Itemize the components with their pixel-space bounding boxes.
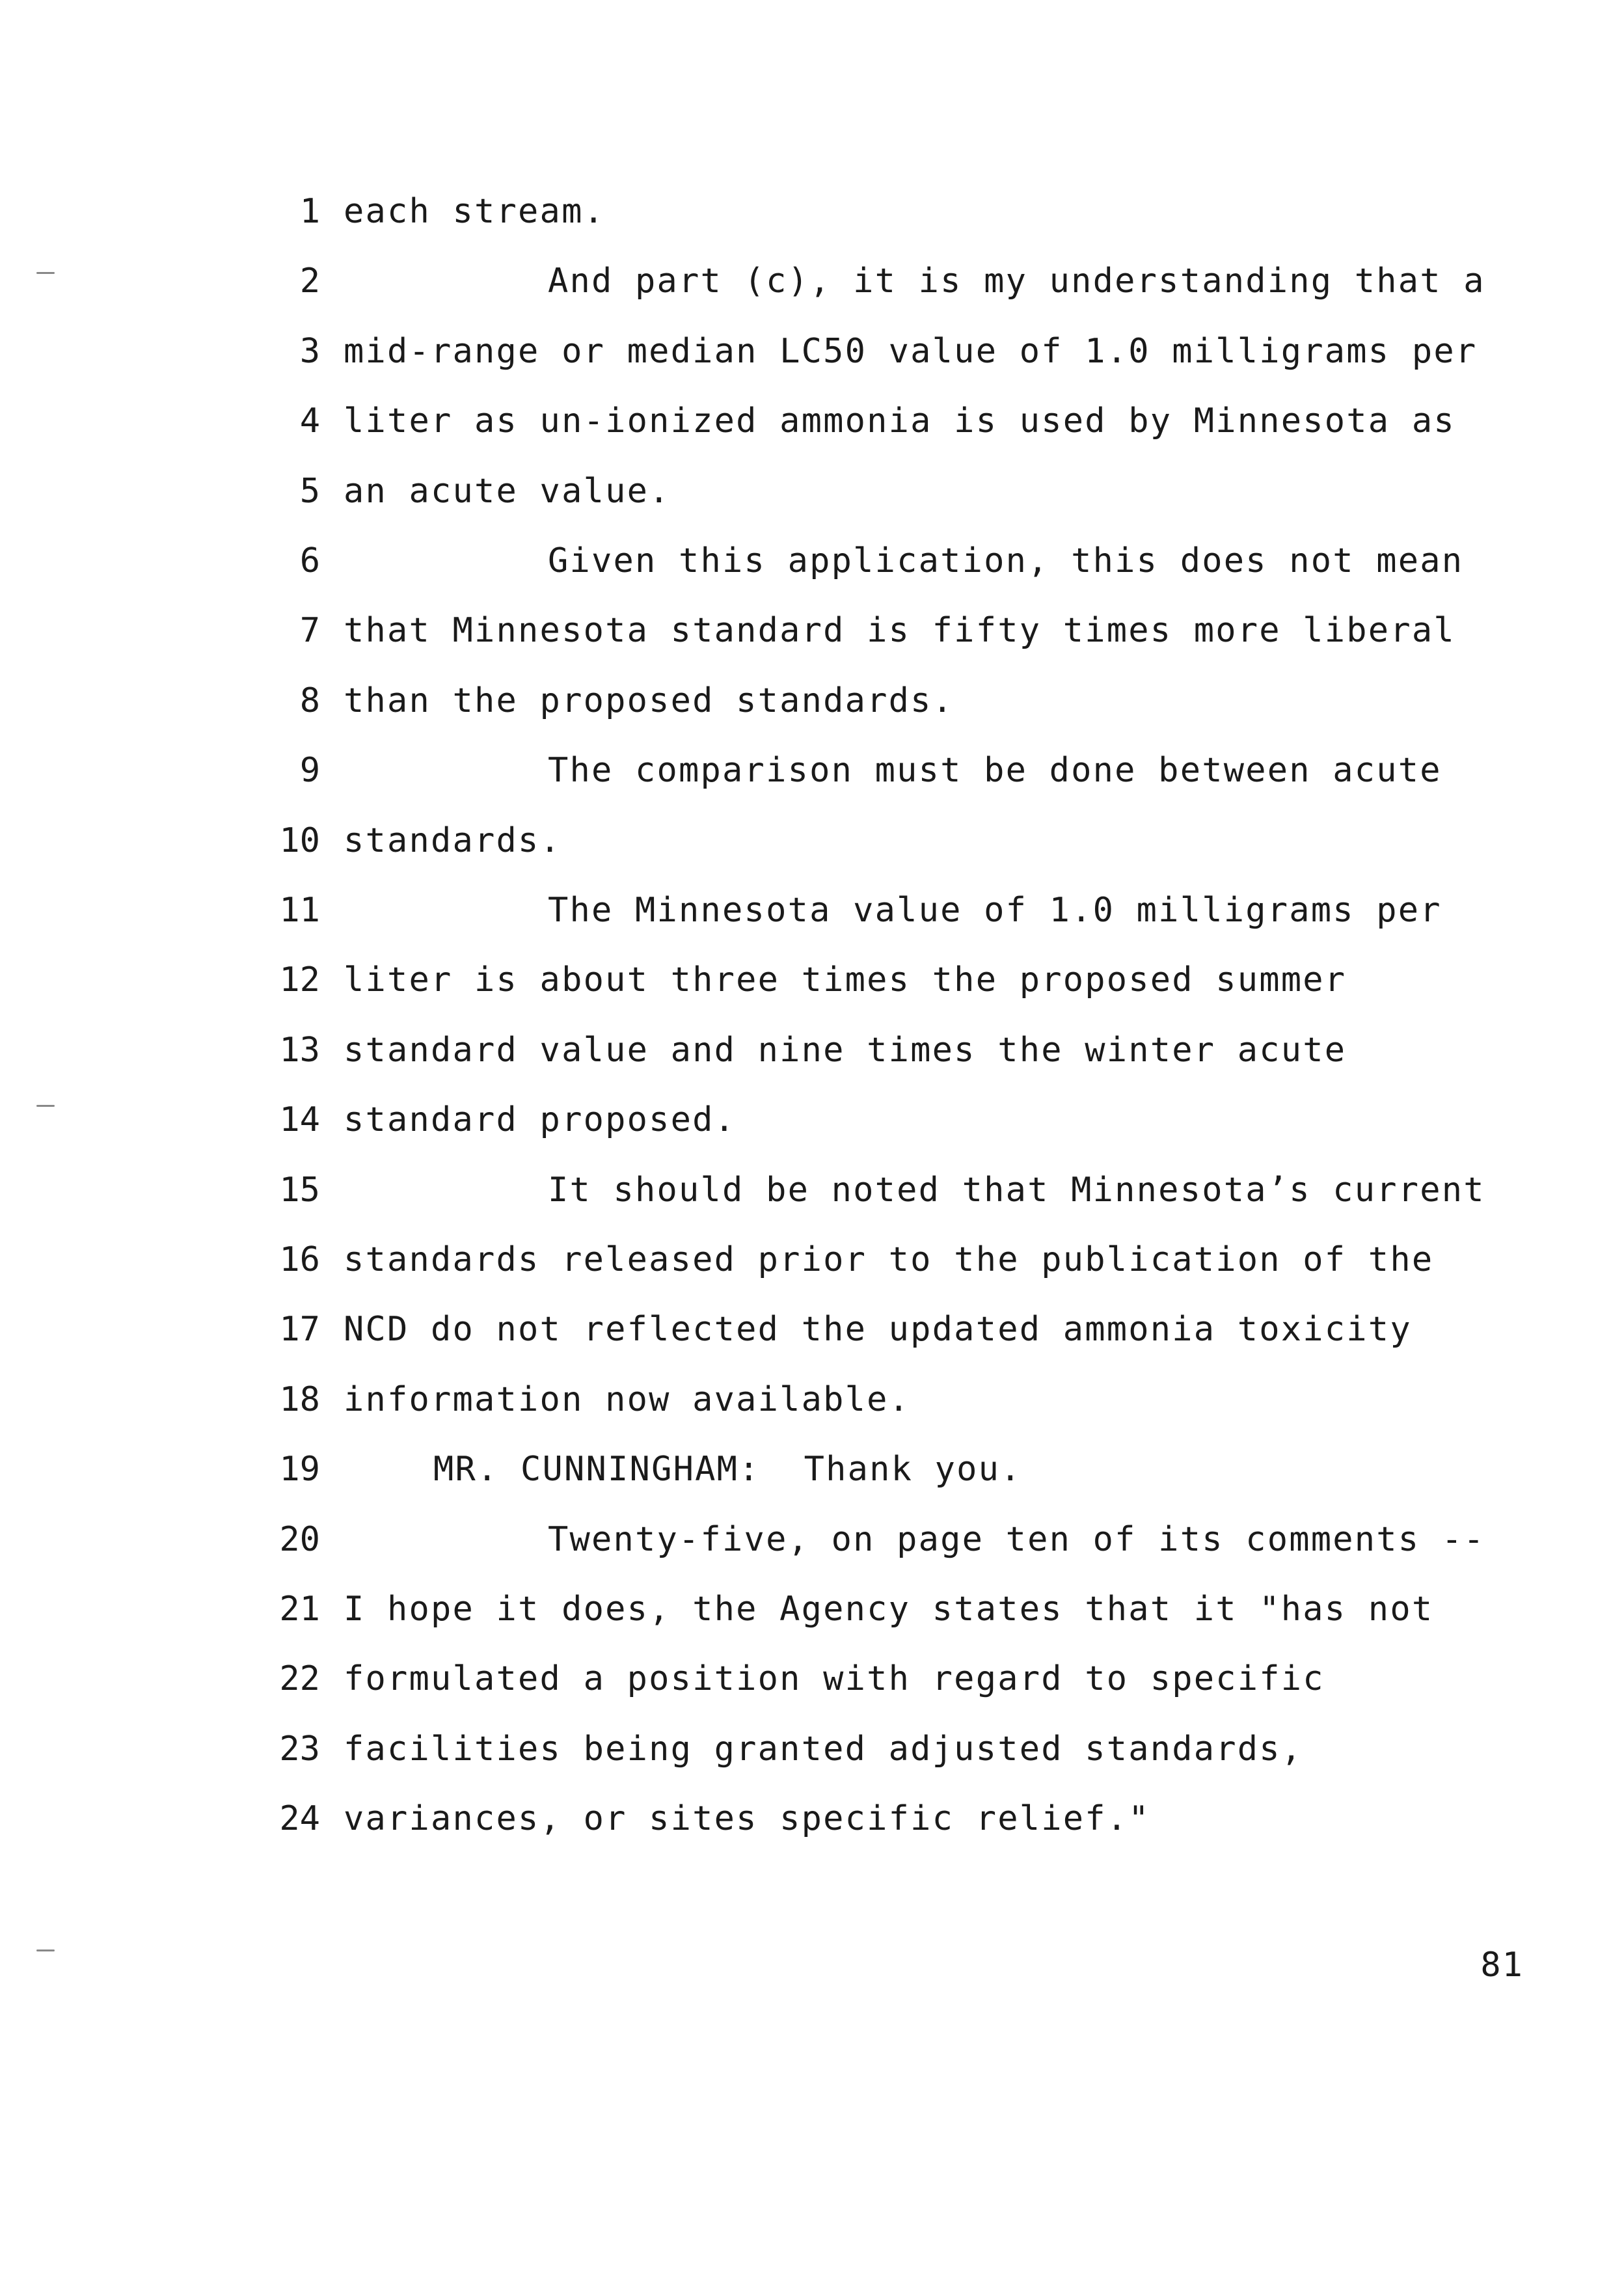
line-number: 14: [279, 1100, 320, 1140]
transcript-line: [0, 1720, 1624, 1778]
line-number: 6: [299, 541, 320, 580]
line-text: that Minnesota standard is fifty times more liberal: [344, 611, 1455, 651]
transcript-line: [0, 672, 1624, 730]
transcript-line: [0, 462, 1624, 521]
line-text: I hope it does, the Agency states that it "has not: [344, 1590, 1434, 1629]
transcript-line: [0, 1580, 1624, 1638]
transcript-line: [0, 601, 1624, 660]
line-number: 3: [299, 331, 320, 371]
line-text: liter as un-ionized ammonia is used by Minnesota as: [344, 401, 1455, 441]
line-number: 15: [279, 1170, 320, 1210]
line-number: 1: [299, 192, 320, 231]
transcript-line: [0, 741, 1624, 800]
line-text: mid-range or median LC50 value of 1.0 milligrams per: [344, 331, 1478, 371]
transcript-line: [0, 881, 1624, 940]
line-number: 23: [279, 1729, 320, 1769]
line-number: 8: [299, 681, 320, 720]
transcript-line: [0, 1300, 1624, 1359]
transcript-line: [0, 392, 1624, 450]
transcript-line: [0, 951, 1624, 1009]
line-number: 4: [299, 401, 320, 441]
line-number: 10: [279, 821, 320, 860]
transcript-line: [0, 1161, 1624, 1219]
line-number: 20: [279, 1519, 320, 1559]
transcript-line: [0, 811, 1624, 870]
transcript-line: [0, 1789, 1624, 1848]
line-text: facilities being granted adjusted standards,: [344, 1729, 1303, 1769]
line-number: 7: [299, 611, 320, 651]
line-number: 11: [279, 891, 320, 930]
line-text: The Minnesota value of 1.0 milligrams per: [548, 891, 1442, 930]
line-text: an acute value.: [344, 471, 671, 511]
line-text: each stream.: [344, 192, 606, 231]
transcript-line: [0, 1091, 1624, 1149]
line-number: 19: [279, 1450, 320, 1489]
transcript-line: [0, 1650, 1624, 1708]
line-text: It should be noted that Minnesota’s current: [548, 1170, 1485, 1210]
page-number: 81: [1480, 1946, 1524, 1985]
line-number: 18: [279, 1379, 320, 1419]
line-text: Given this application, this does not mean: [548, 541, 1464, 580]
line-text: The comparison must be done between acute: [548, 751, 1442, 791]
line-number: 2: [299, 262, 320, 301]
line-text: Twenty-five, on page ten of its comments --: [548, 1519, 1485, 1559]
line-number: 17: [279, 1310, 320, 1350]
transcript-line: [0, 1510, 1624, 1569]
line-text: NCD do not reflected the updated ammonia toxicity: [344, 1310, 1412, 1350]
line-text: standard value and nine times the winter acute: [344, 1030, 1347, 1070]
line-number: 12: [279, 960, 320, 1000]
line-number: 13: [279, 1030, 320, 1070]
line-text: variances, or sites specific relief.": [344, 1799, 1150, 1839]
transcript-line: [0, 322, 1624, 381]
transcript-line: [0, 182, 1624, 241]
line-text: standards released prior to the publication of the: [344, 1240, 1434, 1279]
line-number: 24: [279, 1799, 320, 1839]
line-number: 16: [279, 1240, 320, 1279]
line-number: 22: [279, 1659, 320, 1699]
line-text: formulated a position with regard to specific: [344, 1659, 1325, 1699]
line-text: than the proposed standards.: [344, 681, 954, 720]
line-text: standards.: [344, 821, 562, 860]
line-text: liter is about three times the proposed summer: [344, 960, 1347, 1000]
line-text: MR. CUNNINGHAM: Thank you.: [433, 1450, 1022, 1489]
transcript-line: [0, 1021, 1624, 1080]
transcript-line: [0, 1440, 1624, 1499]
transcript-line: [0, 1230, 1624, 1289]
line-text: information now available.: [344, 1379, 911, 1419]
line-number: 9: [299, 751, 320, 791]
line-text: And part (c), it is my understanding that a: [548, 262, 1485, 301]
transcript-line: [0, 1370, 1624, 1429]
transcript-line: [0, 532, 1624, 590]
line-number: 5: [299, 471, 320, 511]
line-number: 21: [279, 1590, 320, 1629]
line-text: standard proposed.: [344, 1100, 737, 1140]
transcript-line: [0, 252, 1624, 310]
